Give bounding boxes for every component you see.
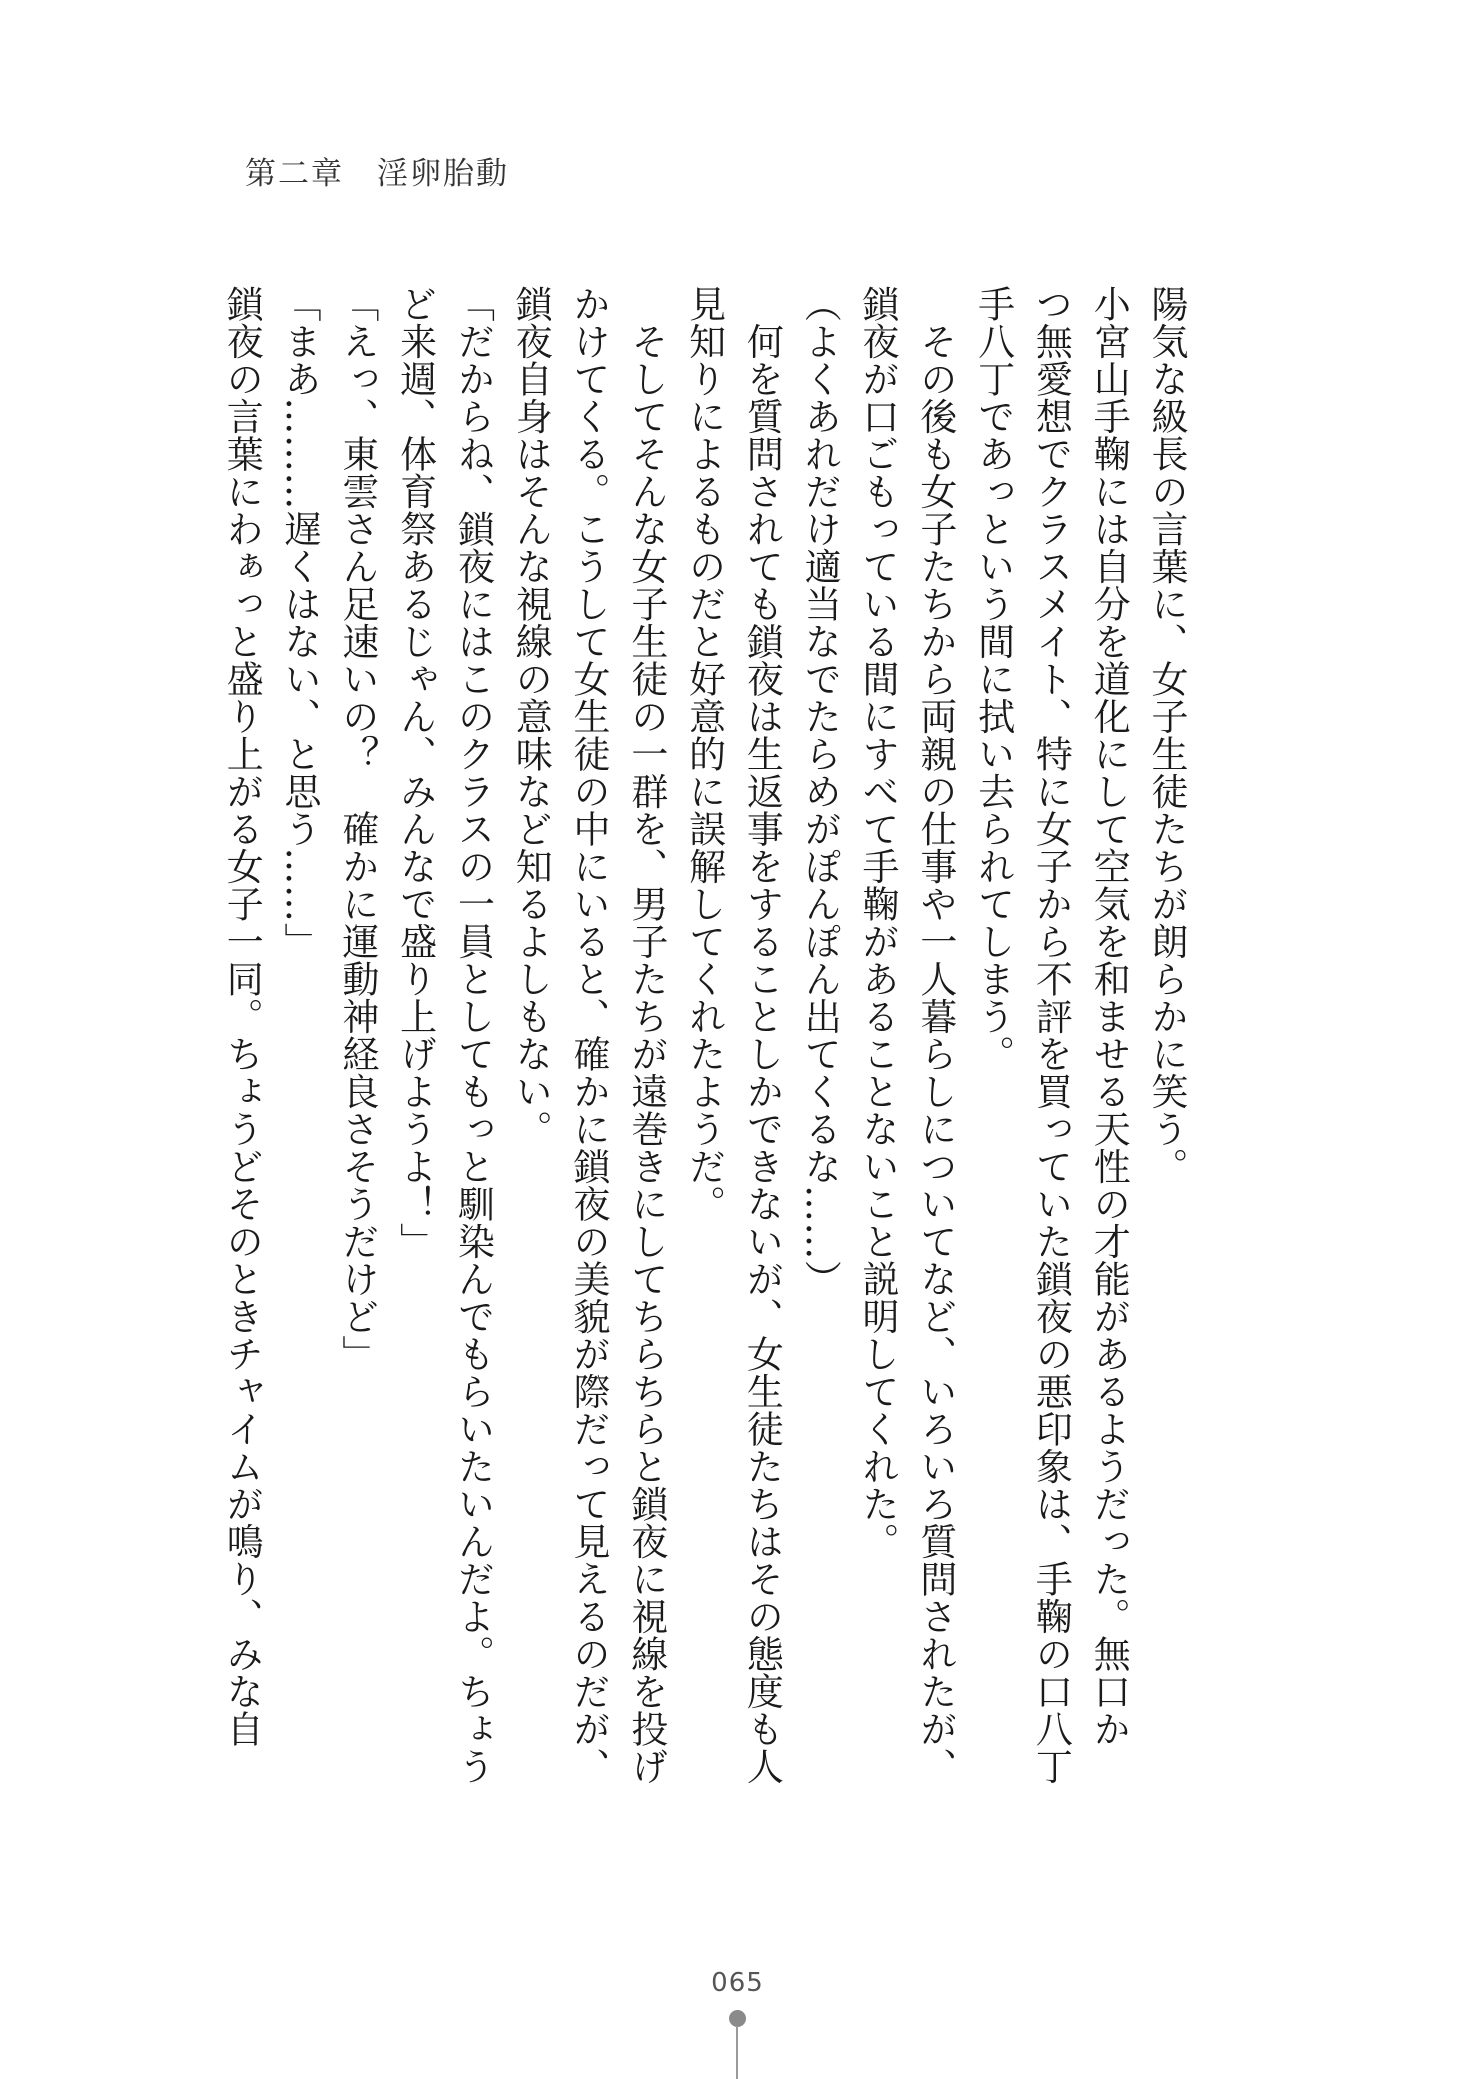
text-line: 「えっ、東雲さん足速いの？ 確かに運動神経良さそうだけど」 xyxy=(335,285,379,1373)
text-line: 何を質問されても鎖夜は生返事をすることしかできないが、女生徒たちはその態度も人 xyxy=(740,285,784,1785)
folio-stem-ornament xyxy=(736,2026,738,2079)
text-line: つ無愛想でクラスメイト、特に女子から不評を買っていた鎖夜の悪印象は、手鞠の口八丁 xyxy=(1029,285,1073,1785)
body-text-column-block xyxy=(212,285,1195,1785)
text-line: 鎖夜の言葉にわぁっと盛り上がる女子一同。ちょうどそのときチャイムが鳴り、みな自 xyxy=(220,285,264,1748)
text-line: 小宮山手鞠には自分を道化にして空気を和ませる天性の才能があるようだった。無口か xyxy=(1087,285,1131,1748)
text-line: そしてそんな女子生徒の一群を、男子たちが遠巻きにしてちらちらと鎖夜に視線を投げ xyxy=(624,285,668,1785)
folio-dot-ornament xyxy=(729,2010,746,2027)
text-line: ど来週、体育祭あるじゃん、みんなで盛り上げようよ！」 xyxy=(393,285,437,1260)
text-line: その後も女子たちから両親の仕事や一人暮らしについてなど、いろいろ質問されたが、 xyxy=(913,285,957,1785)
text-line: かけてくる。こうして女生徒の中にいると、確かに鎖夜の美貌が際だって見えるのだが、 xyxy=(567,285,611,1785)
text-line: 鎖夜自身はそんな視線の意味など知るよしもない。 xyxy=(509,285,553,1148)
text-line: 手八丁であっという間に拭い去られてしまう。 xyxy=(971,285,1015,1073)
text-line: 鎖夜が口ごもっている間にすべて手鞠があることないこと説明してくれた。 xyxy=(856,285,900,1560)
chapter-running-head: 第二章 淫卵胎動 xyxy=(245,156,509,192)
text-line: 陽気な級長の言葉に、女子生徒たちが朗らかに笑う。 xyxy=(1145,285,1188,1185)
text-line: 見知りによるものだと好意的に誤解してくれたようだ。 xyxy=(682,285,726,1223)
text-line: （よくあれだけ適当なでたらめがぽんぽん出てくるな……） xyxy=(798,285,842,1298)
text-line: 「だからね、鎖夜にはこのクラスの一員としてもっと馴染んでもらいたいんだよ。ちょう xyxy=(451,285,495,1785)
text-line: 「まあ………遅くはない、と思う……」 xyxy=(278,285,322,960)
page-number: 065 xyxy=(711,1968,764,1998)
